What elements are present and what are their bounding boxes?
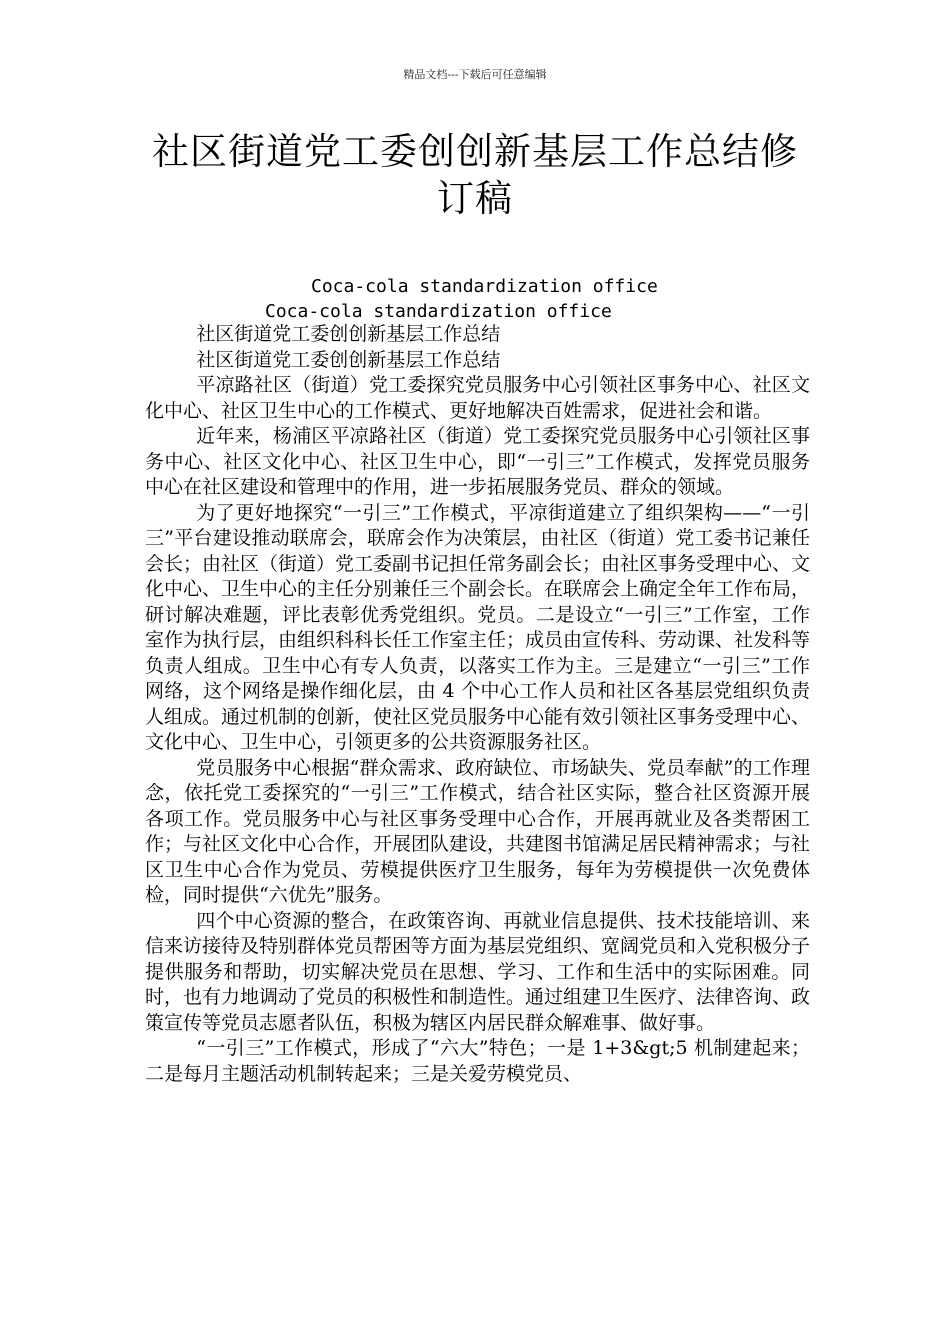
office-line-1: Coca-cola standardization office — [311, 276, 658, 297]
body-paragraph-1: 平凉路社区（街道）党工委探究党员服务中心引领社区事务中心、社区文化中心、社区卫生中心的工作模式、更好地解决百姓需求，促进社会和谐。 — [145, 374, 810, 422]
body-paragraph-5: 四个中心资源的整合，在政策咨询、再就业信息提供、技术技能培训、来信来访接待及特别群体党员帮困等方面为基层党组织、宽阔党员和入党积极分子提供服务和帮助，切实解决党员在思想、学习、工作和生活中的实际困难。同时，也有力地调动了党员的积极性和制造性。通过组建卫生医疗、法律咨询、政策宣传等党员志愿者队伍，积极为辖区内居民群众解难事、做好事。 — [145, 909, 811, 1034]
subtitle-line-1: 社区街道党工委创创新基层工作总结 — [196, 323, 501, 345]
office-line-2: Coca-cola standardization office — [265, 301, 612, 322]
document-body — [145, 322, 810, 1087]
body-paragraph-3: 为了更好地探究“一引三”工作模式，平凉街道建立了组织架构——“一引三”平台建设推动联席会，联席会作为决策层，由社区（街道）党工委书记兼任会长；由社区（街道）党工委副书记担任常务副会长；由社区事务受理中心、文化中心、卫生中心的主任分别兼任三个副会长。在联席会上确定全年工作布局，研讨解决难题，评比表彰优秀党组织。党员。二是设立“一引三”工作室，工作室作为执行层，由组织科科长任工作室主任；成员由宣传科、劳动课、社发科等负责人组成。卫生中心有专人负责，以落实工作为主。三是建立“一引三”工作网络，这个网络是操作细化层，由 4 个中心工作人员和社区各基层党组织负责人组成。通过机制的创新，使社区党员服务中心能有效引领社区事务受理中心、文化中心、卫生中心，引领更多的公共资源服务社区。 — [145, 501, 811, 753]
body-paragraph-2: 近年来，杨浦区平凉路社区（街道）党工委探究党员服务中心引领社区事务中心、社区文化中心、社区卫生中心，即“一引三”工作模式，发挥党员服务中心在社区建设和管理中的作用，进一步拓展服务党员、群众的领域。 — [145, 425, 810, 498]
document-title: 社区街道党工委创创新基层工作总结修订稿 — [152, 130, 798, 220]
body-paragraph-4: 党员服务中心根据“群众需求、政府缺位、市场缺失、党员奉献”的工作理念，依托党工委探究的“一引三”工作模式，结合社区实际，整合社区资源开展各项工作。党员服务中心与社区事务受理中心合作，开展再就业及各类帮困工作；与社区文化中心合作，开展团队建设，共建图书馆满足居民精神需求；与社区卫生中心合作为党员、劳模提供医疗卫生服务，每年为劳模提供一次免费体检，同时提供“六优先”服务。 — [145, 756, 811, 906]
subtitle-line-2: 社区街道党工委创创新基层工作总结 — [196, 348, 501, 371]
body-paragraph-6: “一引三”工作模式，形成了“六大”特色；一是 1+3&gt;5 机制建起来；二是每月主题活动机制转起来；三是关爱劳模党员、 — [145, 1037, 810, 1085]
header-note: 精品文档---下载后可任意编辑 — [403, 68, 547, 81]
